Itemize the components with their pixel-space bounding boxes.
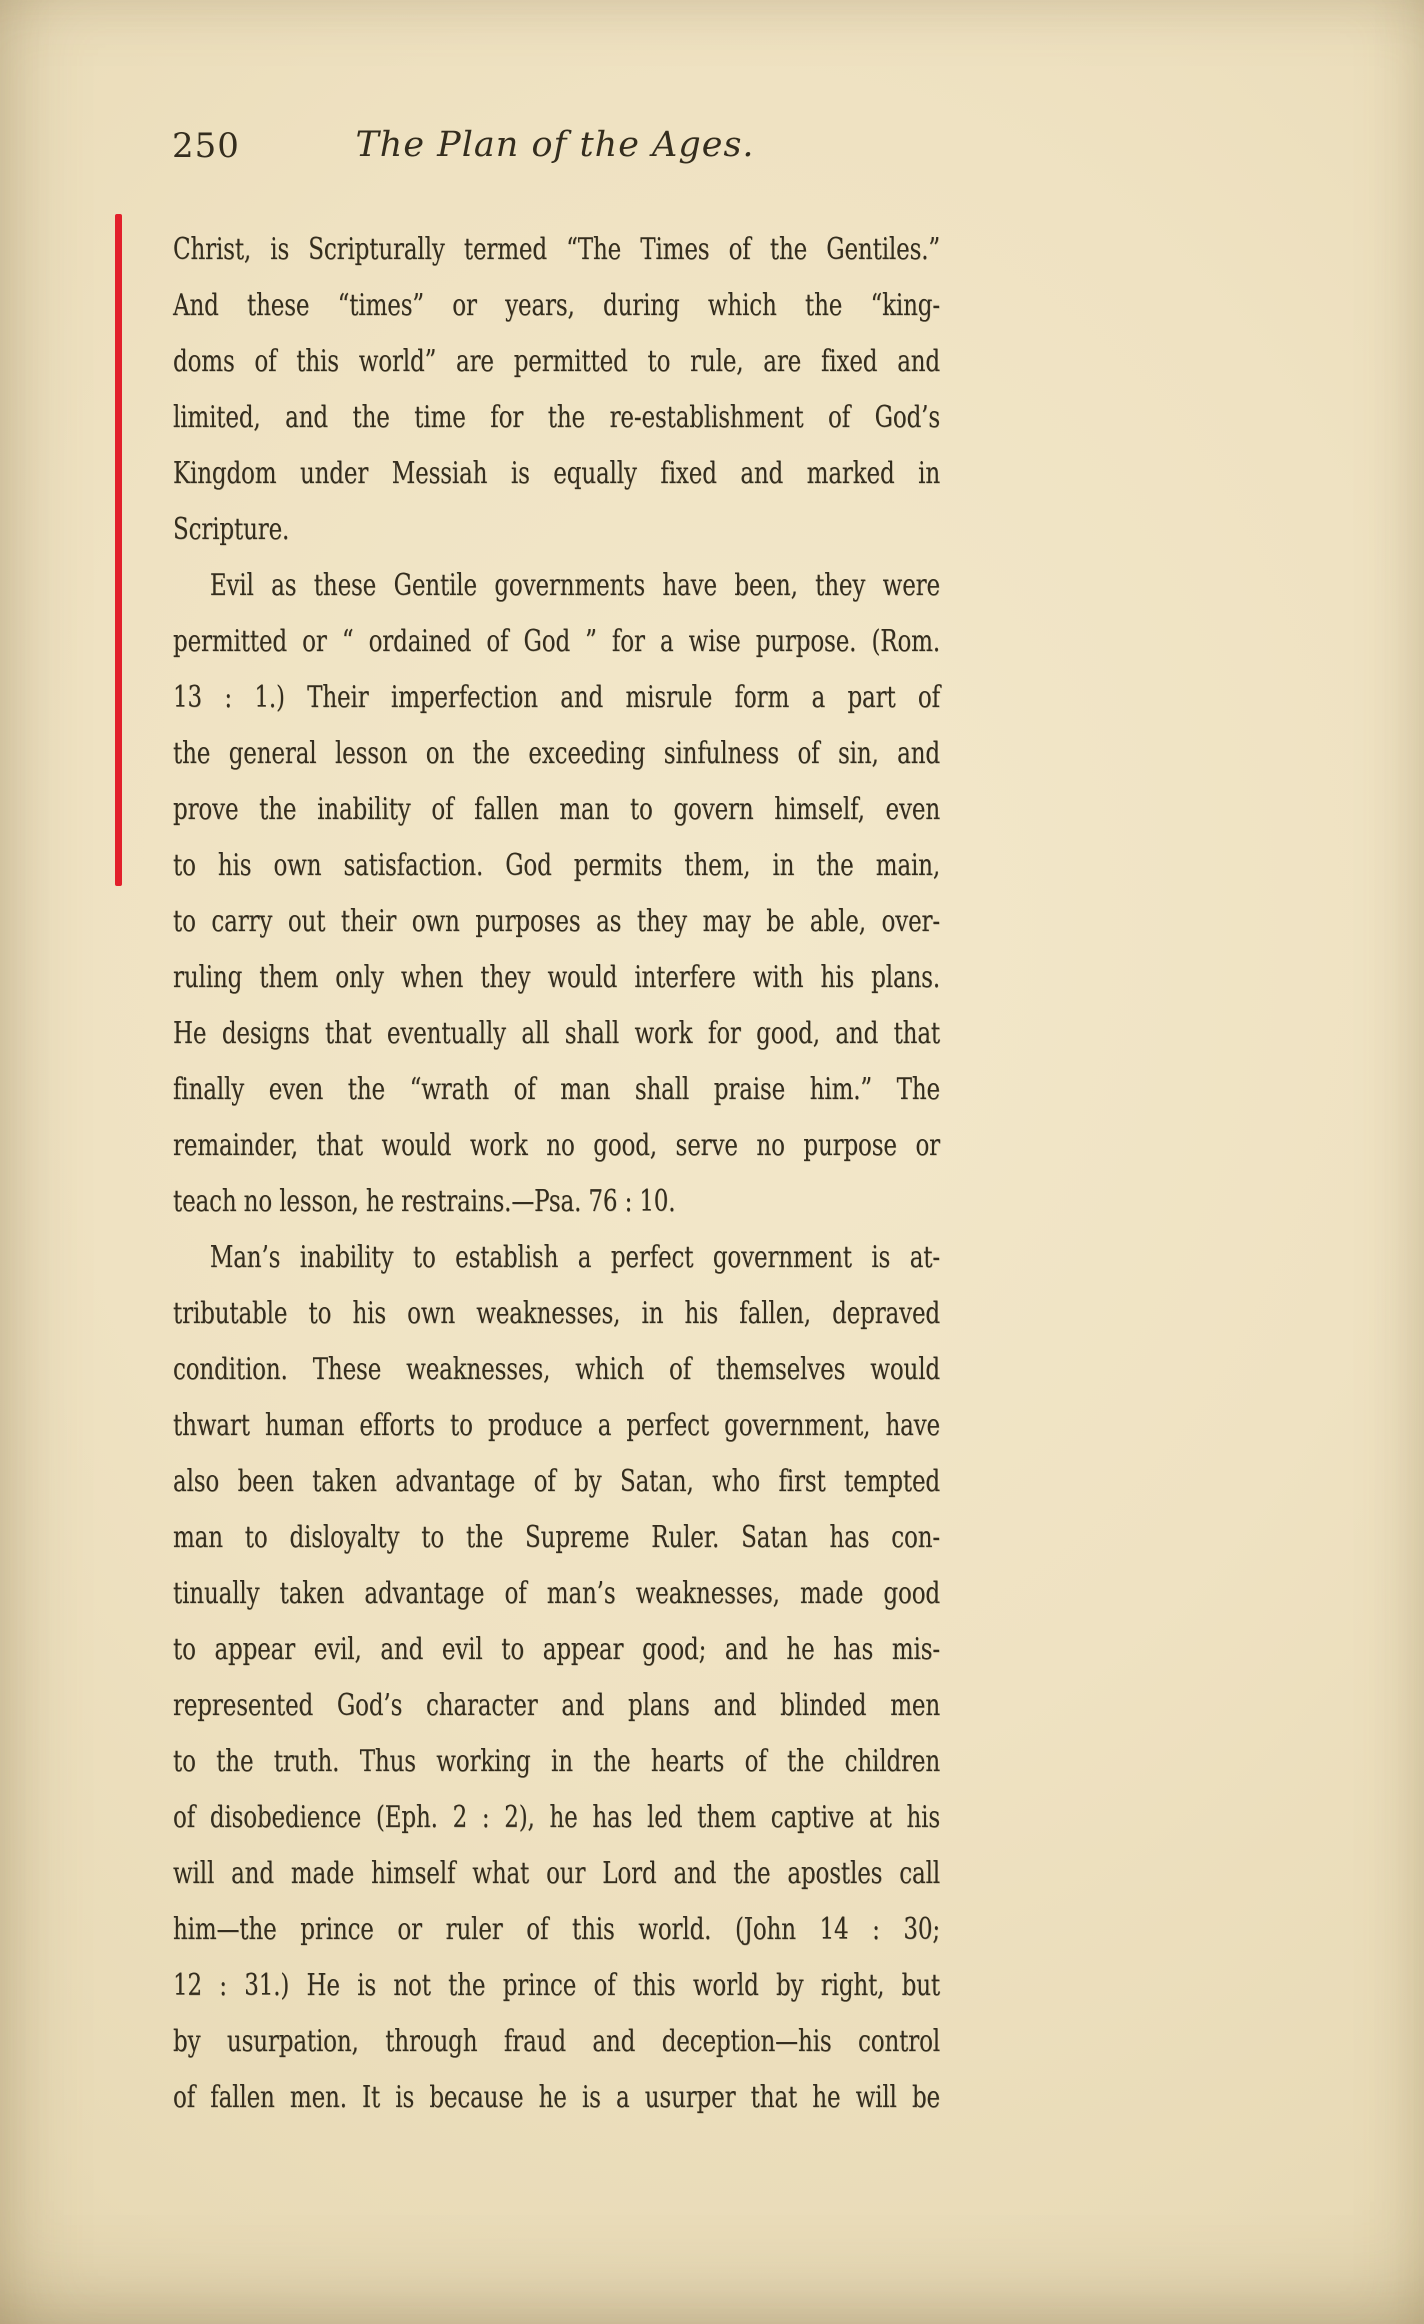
text-line: to his own satisfaction. God permits them, in the main, (173, 848, 940, 883)
text-line: And these “times” or years, during which the “king- (173, 288, 940, 323)
text-line: ruling them only when they would interfere with his plans. (173, 960, 940, 995)
text-line: of disobedience (Eph. 2 : 2), he has led them captive at his (173, 1800, 940, 1835)
text-line: 13 : 1.) Their imperfection and misrule form a part of (173, 680, 940, 715)
text-line: also been taken advantage of by Satan, who first tempted (173, 1464, 940, 1499)
text-line: thwart human efforts to produce a perfect government, have (173, 1408, 940, 1443)
page-number: 250 (172, 126, 240, 166)
body-text (173, 222, 940, 2126)
text-line: will and made himself what our Lord and the apostles call (173, 1856, 940, 1891)
text-line: to the truth. Thus working in the hearts of the children (173, 1744, 940, 1779)
text-line: Kingdom under Messiah is equally fixed and marked in (173, 456, 940, 491)
text-line: remainder, that would work no good, serve no purpose or (173, 1128, 940, 1163)
running-title: The Plan of the Ages. (355, 125, 755, 165)
text-line: limited, and the time for the re-establishment of God’s (173, 400, 940, 435)
text-line: Scripture. (173, 512, 290, 547)
text-line: teach no lesson, he restrains.—Psa. 76 : 10. (173, 1184, 676, 1219)
text-line: Evil as these Gentile governments have been, they were (209, 568, 940, 603)
text-line: condition. These weaknesses, which of themselves would (173, 1352, 940, 1387)
paragraph (173, 222, 940, 558)
text-line: of fallen men. It is because he is a usurper that he will be (173, 2080, 940, 2115)
text-line: represented God’s character and plans and blinded men (173, 1688, 940, 1723)
text-line: by usurpation, through fraud and deception—his control (173, 2024, 940, 2059)
text-line: doms of this world” are permitted to rule, are fixed and (173, 344, 940, 379)
text-line: him—the prince or ruler of this world. (John 14 : 30; (173, 1912, 940, 1947)
text-line: tinually taken advantage of man’s weaknesses, made good (173, 1576, 940, 1611)
text-line: man to disloyalty to the Supreme Ruler. Satan has con- (173, 1520, 940, 1555)
text-line: the general lesson on the exceeding sinfulness of sin, and (173, 736, 940, 771)
text-line: Man’s inability to establish a perfect government is at- (209, 1240, 940, 1275)
red-margin-emphasis-line (115, 214, 122, 886)
text-line: He designs that eventually all shall work for good, and that (173, 1016, 940, 1051)
text-line: 12 : 31.) He is not the prince of this world by right, but (173, 1968, 940, 2003)
text-line: permitted or “ ordained of God ” for a wise purpose. (Rom. (173, 624, 940, 659)
paragraph (173, 558, 940, 1230)
text-line: prove the inability of fallen man to govern himself, even (173, 792, 940, 827)
paragraph (173, 1230, 940, 2126)
text-line: to carry out their own purposes as they may be able, over- (173, 904, 940, 939)
text-line: to appear evil, and evil to appear good; and he has mis- (173, 1632, 940, 1667)
text-line: finally even the “wrath of man shall praise him.” The (173, 1072, 940, 1107)
text-line: Christ, is Scripturally termed “The Times of the Gentiles.” (173, 232, 940, 267)
text-line: tributable to his own weaknesses, in his fallen, depraved (173, 1296, 940, 1331)
